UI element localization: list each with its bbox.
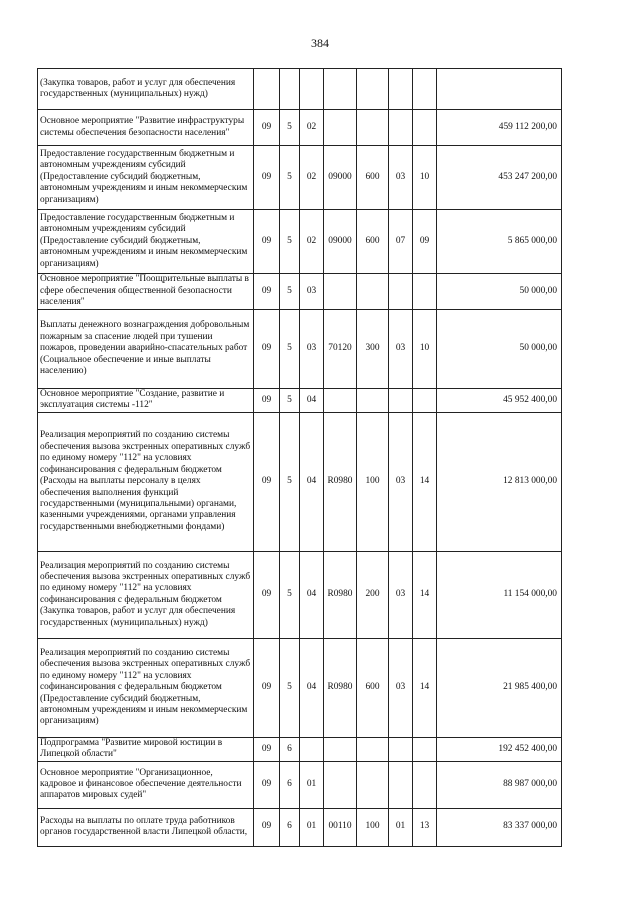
row-code-3: 04 — [300, 551, 324, 638]
table-row — [38, 551, 562, 638]
row-code-3: 04 — [300, 389, 324, 413]
row-section — [389, 274, 413, 310]
row-section: 01 — [389, 808, 413, 846]
row-target: 00110 — [324, 808, 357, 846]
row-subsection: 10 — [413, 146, 437, 210]
row-code-1: 09 — [254, 310, 280, 389]
row-code-1: 09 — [254, 761, 280, 808]
row-amount: 192 452 400,00 — [437, 737, 562, 761]
row-amount: 50 000,00 — [437, 274, 562, 310]
row-amount: 83 337 000,00 — [437, 808, 562, 846]
row-code-2: 5 — [280, 146, 300, 210]
row-code-3 — [300, 69, 324, 110]
row-expense-type: 100 — [357, 808, 389, 846]
row-code-1: 09 — [254, 146, 280, 210]
row-code-1: 09 — [254, 389, 280, 413]
row-expense-type — [357, 389, 389, 413]
row-expense-type: 600 — [357, 210, 389, 274]
row-expense-type — [357, 69, 389, 110]
row-target: R0980 — [324, 412, 357, 551]
row-code-3 — [300, 737, 324, 761]
row-name: Основное мероприятие "Создание, развитие и эксплуатация системы -112" — [38, 389, 254, 413]
row-subsection: 09 — [413, 210, 437, 274]
table-row — [38, 412, 562, 551]
row-subsection — [413, 761, 437, 808]
table-row — [38, 274, 562, 310]
row-name: Реализация мероприятий по созданию системы обеспечения вызова экстренных оперативных служб по единому номеру "112" на условиях софинансирования с федеральным бюджетом (Расходы на выплаты персоналу в целях обеспечения выполнения функций государственными (муниципальными) органами, казенными учреждениями, органами управления государственными внебюджетными фондами) — [38, 412, 254, 551]
row-subsection — [413, 110, 437, 146]
row-section: 03 — [389, 638, 413, 737]
row-section: 03 — [389, 412, 413, 551]
row-code-2: 5 — [280, 274, 300, 310]
row-name: Предоставление государственным бюджетным и автономным учреждениям субсидий (Предоставление субсидий бюджетным, автономным учреждениям и иным некоммерческим организациям) — [38, 146, 254, 210]
row-subsection: 14 — [413, 638, 437, 737]
row-section: 07 — [389, 210, 413, 274]
row-code-2 — [280, 69, 300, 110]
row-target — [324, 110, 357, 146]
row-target: R0980 — [324, 638, 357, 737]
row-name: (Закупка товаров, работ и услуг для обеспечения государственных (муниципальных) нужд) — [38, 69, 254, 110]
row-amount: 5 865 000,00 — [437, 210, 562, 274]
row-code-3: 01 — [300, 761, 324, 808]
row-name: Основное мероприятие "Организационное, кадровое и финансовое обеспечение деятельности аппаратов мировых судей" — [38, 761, 254, 808]
row-subsection — [413, 274, 437, 310]
row-code-2: 5 — [280, 310, 300, 389]
row-code-3: 04 — [300, 638, 324, 737]
row-code-2: 6 — [280, 808, 300, 846]
row-code-2: 5 — [280, 110, 300, 146]
row-name: Реализация мероприятий по созданию системы обеспечения вызова экстренных оперативных служб по единому номеру "112" на условиях софинансирования с федеральным бюджетом (Закупка товаров, работ и услуг для обеспечения государственных (муниципальных) нужд) — [38, 551, 254, 638]
row-code-3: 02 — [300, 110, 324, 146]
row-target: 09000 — [324, 210, 357, 274]
row-target — [324, 761, 357, 808]
row-expense-type: 100 — [357, 412, 389, 551]
row-name: Предоставление государственным бюджетным и автономным учреждениям субсидий (Предоставление субсидий бюджетным, автономным учреждениям и иным некоммерческим организациям) — [38, 210, 254, 274]
table-row — [38, 110, 562, 146]
row-section — [389, 737, 413, 761]
row-name: Основное мероприятие "Развитие инфраструктуры системы обеспечения безопасности населения" — [38, 110, 254, 146]
row-section — [389, 69, 413, 110]
row-section: 03 — [389, 310, 413, 389]
row-code-3: 01 — [300, 808, 324, 846]
table-row — [38, 146, 562, 210]
row-target — [324, 389, 357, 413]
row-target — [324, 274, 357, 310]
table-row — [38, 389, 562, 413]
row-expense-type — [357, 737, 389, 761]
table-row — [38, 210, 562, 274]
row-code-2: 5 — [280, 551, 300, 638]
row-subsection: 14 — [413, 551, 437, 638]
row-code-2: 5 — [280, 412, 300, 551]
row-code-2: 6 — [280, 737, 300, 761]
row-amount: 12 813 000,00 — [437, 412, 562, 551]
row-code-3: 02 — [300, 146, 324, 210]
row-code-1: 09 — [254, 110, 280, 146]
row-expense-type: 300 — [357, 310, 389, 389]
row-code-1 — [254, 69, 280, 110]
row-name: Выплаты денежного вознаграждения добровольным пожарным за спасение людей при тушении пожаров, проведении аварийно-спасательных работ (Социальное обеспечение и иные выплаты населению) — [38, 310, 254, 389]
row-section — [389, 761, 413, 808]
page-number: 384 — [311, 36, 329, 50]
row-target: R0980 — [324, 551, 357, 638]
row-code-1: 09 — [254, 737, 280, 761]
row-name: Подпрограмма "Развитие мировой юстиции в Липецкой области" — [38, 737, 254, 761]
table-row — [38, 310, 562, 389]
row-expense-type — [357, 110, 389, 146]
row-amount: 453 247 200,00 — [437, 146, 562, 210]
row-code-1: 09 — [254, 274, 280, 310]
table-row — [38, 69, 562, 110]
row-code-1: 09 — [254, 808, 280, 846]
row-amount: 50 000,00 — [437, 310, 562, 389]
row-code-3: 03 — [300, 274, 324, 310]
table-row — [38, 761, 562, 808]
row-code-2: 5 — [280, 638, 300, 737]
row-amount: 459 112 200,00 — [437, 110, 562, 146]
row-section — [389, 389, 413, 413]
row-target: 70120 — [324, 310, 357, 389]
row-expense-type — [357, 761, 389, 808]
budget-table — [37, 68, 562, 847]
row-expense-type: 600 — [357, 146, 389, 210]
row-amount: 45 952 400,00 — [437, 389, 562, 413]
row-code-2: 5 — [280, 210, 300, 274]
row-expense-type: 200 — [357, 551, 389, 638]
table-row — [38, 638, 562, 737]
row-section — [389, 110, 413, 146]
row-code-1: 09 — [254, 551, 280, 638]
row-code-2: 6 — [280, 761, 300, 808]
row-code-1: 09 — [254, 638, 280, 737]
row-target: 09000 — [324, 146, 357, 210]
row-code-3: 03 — [300, 310, 324, 389]
row-amount: 21 985 400,00 — [437, 638, 562, 737]
row-amount: 88 987 000,00 — [437, 761, 562, 808]
row-expense-type: 600 — [357, 638, 389, 737]
table-row — [38, 737, 562, 761]
row-target — [324, 69, 357, 110]
row-subsection — [413, 69, 437, 110]
table-body — [38, 69, 562, 847]
row-subsection: 14 — [413, 412, 437, 551]
row-subsection: 10 — [413, 310, 437, 389]
row-name: Основное мероприятие "Поощрительные выплаты в сфере обеспечения общественной безопасности населения" — [38, 274, 254, 310]
row-code-1: 09 — [254, 210, 280, 274]
row-name: Расходы на выплаты по оплате труда работников органов государственной власти Липецкой области, — [38, 808, 254, 846]
row-target — [324, 737, 357, 761]
table-row — [38, 808, 562, 846]
row-amount: 11 154 000,00 — [437, 551, 562, 638]
row-section: 03 — [389, 146, 413, 210]
row-subsection — [413, 737, 437, 761]
row-code-2: 5 — [280, 389, 300, 413]
row-code-1: 09 — [254, 412, 280, 551]
row-subsection: 13 — [413, 808, 437, 846]
row-expense-type — [357, 274, 389, 310]
row-section: 03 — [389, 551, 413, 638]
row-code-3: 04 — [300, 412, 324, 551]
row-subsection — [413, 389, 437, 413]
row-code-3: 02 — [300, 210, 324, 274]
row-amount — [437, 69, 562, 110]
row-name: Реализация мероприятий по созданию системы обеспечения вызова экстренных оперативных служб по единому номеру "112" на условиях софинансирования с федеральным бюджетом (Предоставление субсидий бюджетным, автономным учреждениям и иным некоммерческим организациям) — [38, 638, 254, 737]
